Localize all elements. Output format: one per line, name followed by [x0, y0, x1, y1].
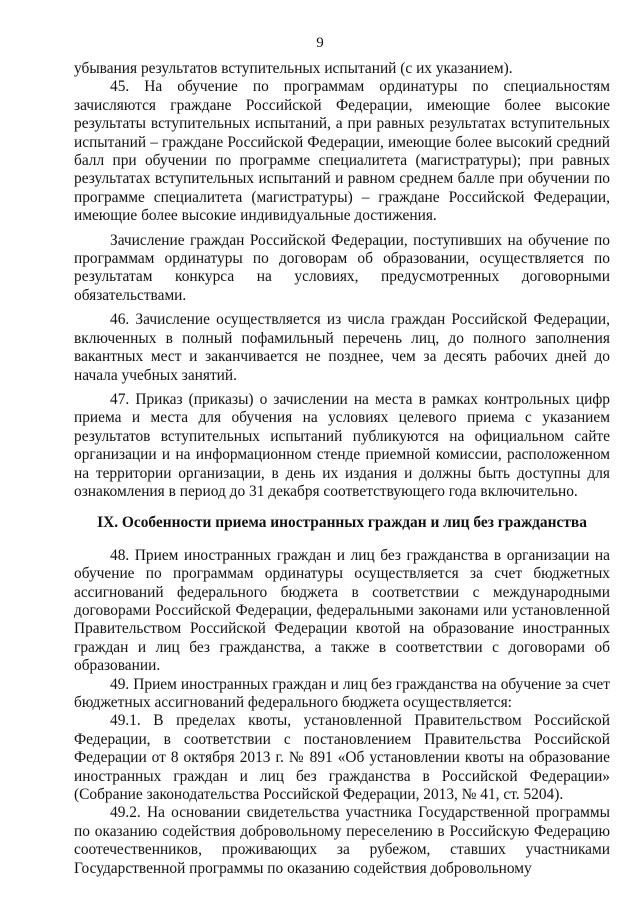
section-heading: IX. Особенности приема иностранных граждан и лиц без гражданства	[97, 514, 587, 532]
document-body	[74, 60, 610, 878]
paragraph-45: 45. На обучение по программам ординатуры по специальностям зачисляются граждане Российской Федерации, имеющие более высокие результаты вступительных испытаний, а при равных результатах вступительных испытаний – граждане Российской Федерации, имеющие более высокий средний балл при обучении по программе специалитета (магистратуры); при равных результатах вступительных испытаний и равном среднем балле при обучении по программе специалитета (магистратуры) – граждане Российской Федерации, имеющие более высокие индивидуальные достижения.	[74, 78, 610, 225]
paragraph-49: 49. Прием иностранных граждан и лиц без гражданства на обучение за счет бюджетных ассигнований федерального бюджета осуществляется:	[74, 675, 610, 711]
paragraph-48: 48. Прием иностранных граждан и лиц без гражданства в организации на обучение по программам ординатуры осуществляется за счет бюджетных ассигнований федерального бюджета в соответствии с международными договорами Российской Федерации, федеральными законами или установленной Правительством Российской Федерации квотой на образование иностранных граждан и лиц без гражданства, а также в соответствии с договорами об образовании.	[74, 546, 610, 675]
paragraph-continuation: убывания результатов вступительных испытаний (с их указанием).	[74, 60, 513, 77]
page-number: 9	[316, 35, 324, 51]
paragraph-49-2: 49.2. На основании свидетельства участника Государственной программы по оказанию содействия добровольному переселению в Российскую Федерацию соотечественников, проживающих за рубежом, ставших участниками Государственной программы по оказанию содействия добровольному	[74, 804, 610, 877]
paragraph-49-1: 49.1. В пределах квоты, установленной Правительством Российской Федерации, в соответствии с постановлением Правительства Российской Федерации от 8 октября 2013 г. № 891 «Об установлении квоты на образование иностранных граждан и лиц без гражданства в Российской Федерации» (Собрание законодательства Российской Федерации, 2013, № 41, ст. 5204).	[74, 712, 610, 804]
paragraph-46: 46. Зачисление осуществляется из числа граждан Российской Федерации, включенных в полный пофамильный перечень лиц, до полного заполнения вакантных мест и заканчивается не позднее, чем за десять рабочих дней до начала учебных занятий.	[74, 311, 610, 384]
paragraph-47: 47. Приказ (приказы) о зачислении на места в рамках контрольных цифр приема и места для обучения на условиях целевого приема с указанием результатов вступительных испытаний публикуются на официальном сайте организации и на информационном стенде приемной комиссии, расположенном на территории организации, в день их издания и должны быть доступны для ознакомления в период до 31 декабря соответствующего года включительно.	[74, 390, 610, 500]
paragraph-45-enrollment: Зачисление граждан Российской Федерации, поступивших на обучение по программам ординатуры по договорам об образовании, осуществляется по результатам конкурса на условиях, предусмотренных договорными обязательствами.	[74, 231, 610, 304]
